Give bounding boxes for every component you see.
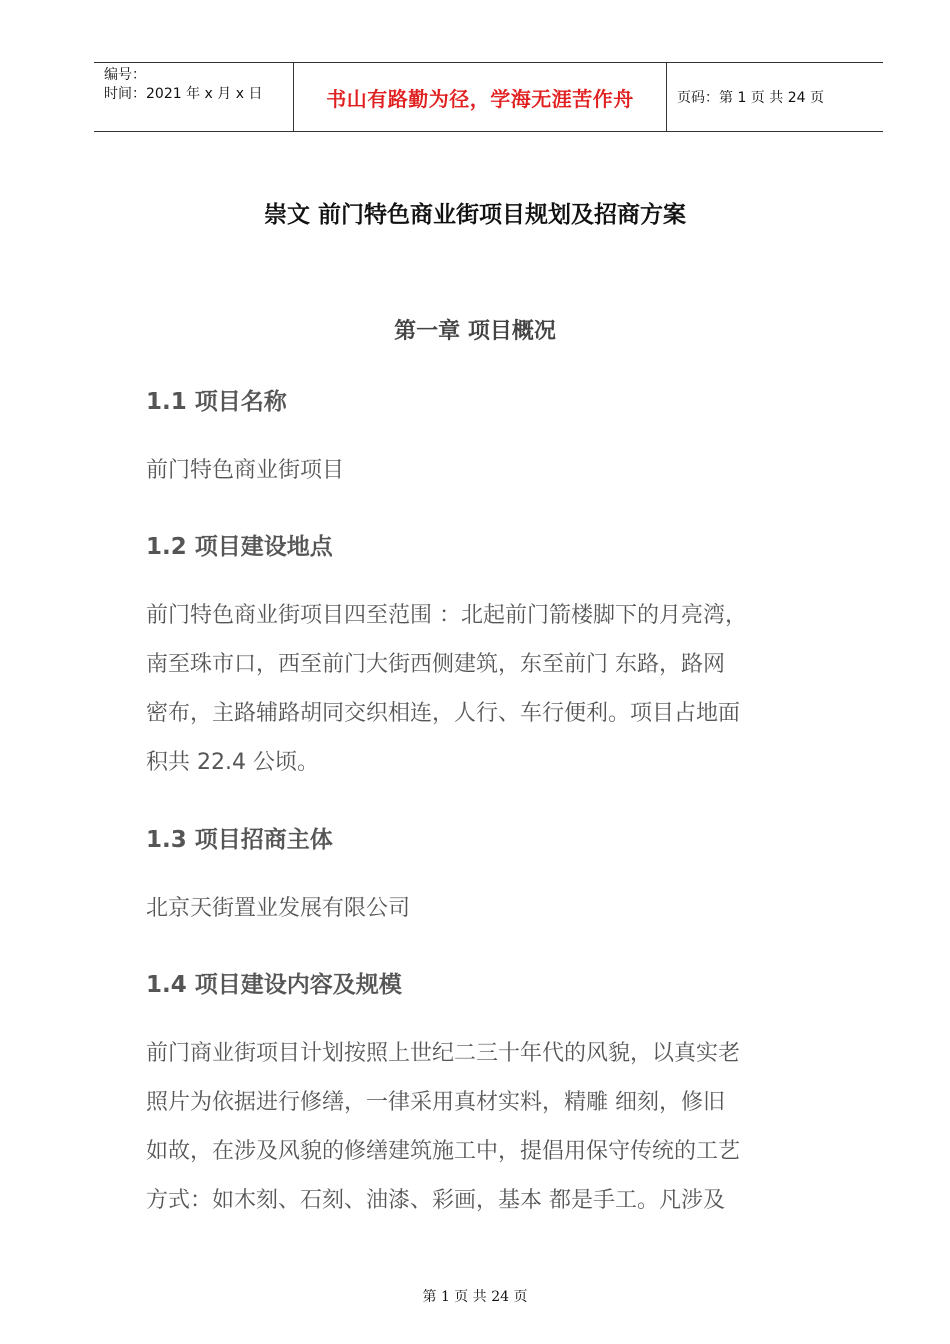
section-paragraph — [146, 591, 846, 787]
page-footer: 第 1 页 共 24 页 — [422, 1289, 528, 1305]
section-heading: 1.2 项目建设地点 — [146, 534, 333, 560]
paragraph-line: 南至珠市口，西至前门大街西侧建筑，东至前门 东路，路网 — [146, 652, 725, 677]
header-motto-cell — [294, 63, 667, 131]
page-header — [94, 62, 883, 132]
header-page-cell — [667, 63, 883, 131]
paragraph-line: 北京天街置业发展有限公司 — [146, 896, 411, 921]
header-page-number: 页码：第 1 页 共 24 页 — [677, 90, 824, 106]
paragraph-line: 积共 22.4 公顷。 — [146, 750, 319, 775]
paragraph-line: 方式：如木刻、石刻、油漆、彩画，基本 都是手工。凡涉及 — [146, 1188, 725, 1213]
section-heading: 1.3 项目招商主体 — [146, 827, 333, 853]
section-paragraph — [146, 884, 846, 933]
document-title: 崇文 前门特色商业街项目规划及招商方案 — [263, 202, 686, 228]
paragraph-line: 前门特色商业街项目四至范围 ：北起前门箭楼脚下的月亮湾， — [146, 603, 747, 628]
paragraph-line: 前门商业街项目计划按照上世纪二三十年代的风貌，以真实老 — [146, 1041, 741, 1066]
section-heading: 1.4 项目建设内容及规模 — [146, 972, 402, 998]
paragraph-line: 前门特色商业街项目 — [146, 458, 345, 483]
section-paragraph — [146, 1029, 846, 1225]
header-motto: 书山有路勤为径，学海无涯苦作舟 — [326, 86, 634, 111]
chapter-heading: 第一章 项目概况 — [394, 319, 556, 344]
paragraph-line: 如故，在涉及风貌的修缮建筑施工中，提倡用保守传统的工艺 — [146, 1139, 741, 1164]
header-meta — [94, 63, 294, 131]
paragraph-line: 密布，主路辅路胡同交织相连，人行、车行便利。项目占地面 — [146, 701, 741, 726]
paragraph-line: 照片为依据进行修缮，一律采用真材实料，精雕 细刻，修旧 — [146, 1090, 725, 1115]
section-heading: 1.1 项目名称 — [146, 389, 287, 415]
section-paragraph — [146, 446, 846, 495]
document-time-label: 时间：2021 年 x 月 x 日 — [104, 86, 263, 102]
document-number-label: 编号： — [104, 67, 146, 83]
